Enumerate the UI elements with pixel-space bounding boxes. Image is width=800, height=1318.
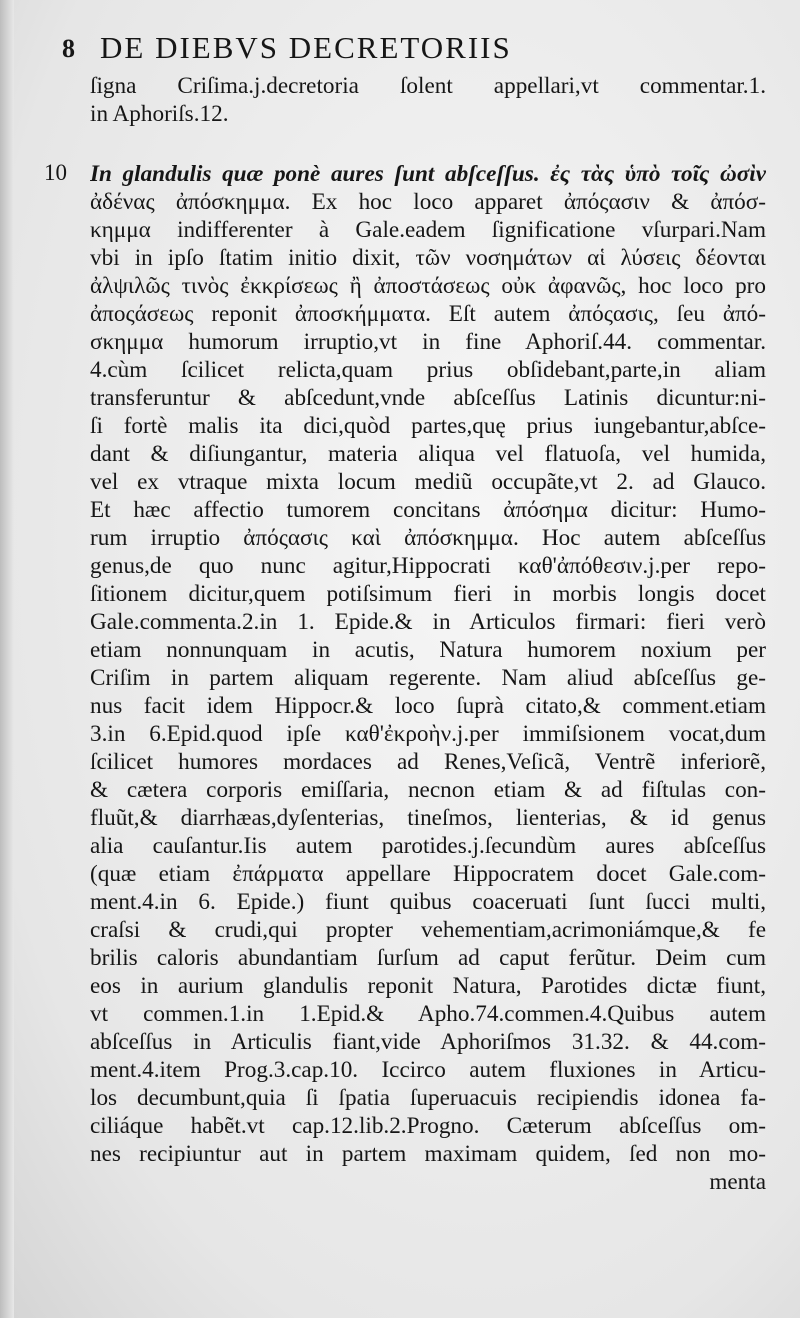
text-line: alia cauſantur.Iis autem parotides.j.ſecundùm aures abſceſſus	[90, 833, 766, 859]
text-line: ſitionem dicitur,quem potiſsimum fieri in morbis longis docet	[90, 581, 766, 607]
text-line: nes recipiuntur aut in partem maximam quidem, ſed non mo-	[90, 1141, 766, 1167]
text-line: ment.4.item Prog.3.cap.10. Iccirco autem fluxiones in Articu-	[90, 1057, 766, 1083]
catchword: menta	[709, 1169, 766, 1195]
text-line: Criſim in partem aliquam regerente. Nam aliud abſceſſus ge-	[90, 665, 766, 691]
text-line: etiam nonnunquam in acutis, Natura humorem noxium per	[90, 637, 766, 663]
text-line: ἀλψιλῶς τινὸς ἐκκρίσεως ἢ ἀποστάσεως οὐκ ἀφανῶς, hoc loco pro	[90, 273, 766, 299]
text-line: vel ex vtraque mixta locum mediũ occupãte,vt 2. ad Glauco.	[90, 469, 766, 495]
text-line: vbi in ipſo ſtatim initio dixit, τῶν νοσημάτων αἱ λύσεις δέονται	[90, 245, 766, 271]
body-text	[90, 72, 766, 1196]
text-line: ſigna Criſima.j.decretoria ſolent appellari,vt commentar.1.	[90, 73, 766, 99]
running-title: DE DIEBVS DECRETORIIS	[100, 30, 512, 65]
text-line: los decumbunt,quia ſi ſpatia ſuperuacuis recipiendis idonea fa-	[90, 1085, 766, 1111]
text-line: κημμα indifferenter à Gale.eadem ſignificatione vſurpari.Nam	[90, 217, 766, 243]
text-line: dant & diſiungantur, materia aliqua vel flatuoſa, vel humida,	[90, 441, 766, 467]
text-line: ἀδένας ἀπόσκημμα. Ex hoc loco apparet ἀπόςασιν & ἀπόσ-	[90, 189, 766, 215]
text-line: rum irruptio ἀπόςασις καὶ ἀπόσκημμα. Hoc autem abſceſſus	[90, 525, 766, 551]
text-line: Et hæc affectio tumorem concitans ἀπόσημα dicitur: Humo-	[90, 497, 766, 523]
text-line: ſi fortè malis ita dici,quòd partes,quę prius iungebantur,abſce-	[90, 413, 766, 439]
text-line: ſcilicet humores mordaces ad Renes,Veſicã, Ventrẽ inferiorẽ,	[90, 749, 766, 775]
lemma-line: In glandulis quæ ponè aures ſunt abſceſſus. ἐς τὰς ὑπὸ τοῖς ὠσὶν	[90, 161, 766, 187]
text-line: eos in aurium glandulis reponit Natura, Parotides dictæ fiunt,	[90, 973, 766, 999]
text-line: brilis caloris abundantiam ſurſum ad caput ferũtur. Deim cum	[90, 945, 766, 971]
page-gutter-shadow	[0, 0, 14, 1318]
margin-line-number: 10	[44, 160, 67, 185]
text-line: ἀποςάσεως reponit ἀποσκήμματα. Eſt autem ἀπόςασις, ſeu ἀπό-	[90, 301, 766, 327]
text-line: in Aphoriſs.12.	[90, 101, 229, 127]
text-line: σκημμα humorum irruptio,vt in fine Aphoriſ.44. commentar.	[90, 329, 766, 355]
page-header	[62, 28, 762, 74]
text-line: genus,de quo nunc agitur,Hippocrati καθ'ἀπόθεσιν.j.per repo-	[90, 553, 766, 579]
text-line: craſsi & crudi,qui propter vehementiam,acrimoniámque,& fe	[90, 917, 766, 943]
text-line: vt commen.1.in 1.Epid.& Apho.74.commen.4.Quibus autem	[90, 1001, 766, 1027]
text-line: abſceſſus in Articulis fiant,vide Aphoriſmos 31.32. & 44.com-	[90, 1029, 766, 1055]
page-number: 8	[62, 34, 77, 63]
text-line: ment.4.in 6. Epide.) fiunt quibus coaceruati ſunt ſucci multi,	[90, 889, 766, 915]
text-line: ciliáque habẽt.vt cap.12.lib.2.Progno. Cæterum abſceſſus om-	[90, 1113, 766, 1139]
text-line: (quæ etiam ἐπάρματα appellare Hippocratem docet Gale.com-	[90, 861, 766, 887]
text-line: transferuntur & abſcedunt,vnde abſceſſus Latinis dicuntur:ni-	[90, 385, 766, 411]
text-line: Gale.commenta.2.in 1. Epide.& in Articulos firmari: fieri verò	[90, 609, 766, 635]
text-line: fluũt,& diarrhæas,dyſenterias, tineſmos, lienterias, & id genus	[90, 805, 766, 831]
text-line: nus facit idem Hippocr.& loco ſuprà citato,& comment.etiam	[90, 693, 766, 719]
text-line: 3.in 6.Epid.quod ipſe καθ'ἐκροὴν.j.per immiſsionem vocat,dum	[90, 721, 766, 747]
text-line: & cætera corporis emiſſaria, necnon etiam & ad fiſtulas con-	[90, 777, 766, 803]
paragraph-gap	[90, 128, 766, 160]
text-line: 4.cùm ſcilicet relicta,quam prius obſidebant,parte,in aliam	[90, 357, 766, 383]
